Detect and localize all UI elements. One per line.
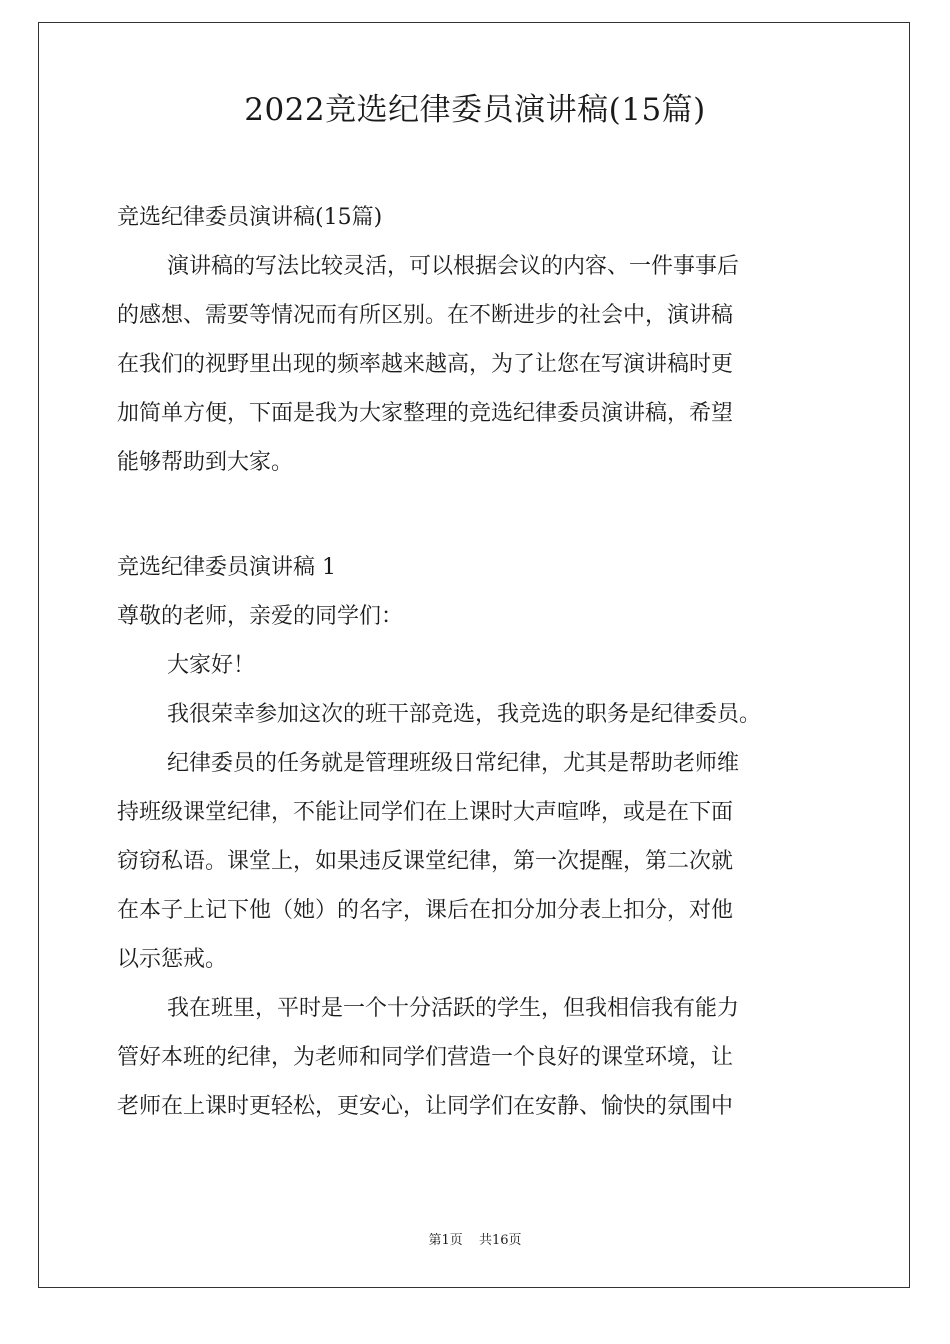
section-heading: 竞选纪律委员演讲稿 1	[117, 555, 336, 580]
intro-line: 演讲稿的写法比较灵活，可以根据会议的内容、一件事事后	[167, 254, 740, 279]
paragraph-line: 持班级课堂纪律，不能让同学们在上课时大声喧哗，或是在下面	[117, 800, 734, 825]
paragraph-line: 老师在上课时更轻松，更安心，让同学们在安静、愉快的氛围中	[117, 1094, 734, 1119]
paragraph-line: 纪律委员的任务就是管理班级日常纪律，尤其是帮助老师维	[167, 751, 740, 776]
intro-line: 的感想、需要等情况而有所区别。在不断进步的社会中，演讲稿	[117, 303, 734, 328]
intro-block	[117, 193, 833, 487]
intro-line: 加简单方便，下面是我为大家整理的竞选纪律委员演讲稿，希望	[117, 401, 734, 426]
page-number: 第1页	[428, 1233, 463, 1248]
paragraph-line: 窃窃私语。课堂上，如果违反课堂纪律，第一次提醒，第二次就	[117, 849, 734, 874]
greeting: 大家好！	[167, 653, 256, 678]
salutation: 尊敬的老师，亲爱的同学们：	[117, 604, 404, 629]
paragraph-line: 我在班里，平时是一个十分活跃的学生，但我相信我有能力	[167, 996, 740, 1021]
page-total: 共16页	[478, 1233, 522, 1248]
paragraph-line: 在本子上记下他（她）的名字，课后在扣分加分表上扣分，对他	[117, 898, 734, 923]
intro-line: 能够帮助到大家。	[117, 450, 294, 475]
document-title: 2022竞选纪律委员演讲稿(15篇)	[244, 92, 706, 128]
paragraph-line: 管好本班的纪律，为老师和同学们营造一个良好的课堂环境，让	[117, 1045, 734, 1070]
intro-line: 在我们的视野里出现的频率越来越高，为了让您在写演讲稿时更	[117, 352, 734, 377]
paragraph-line: 我很荣幸参加这次的班干部竞选，我竞选的职务是纪律委员。	[167, 702, 762, 727]
paragraph-line: 以示惩戒。	[117, 947, 228, 972]
page-footer	[0, 1232, 950, 1250]
subtitle: 竞选纪律委员演讲稿(15篇)	[117, 205, 383, 230]
speech-1-block	[117, 543, 833, 1131]
